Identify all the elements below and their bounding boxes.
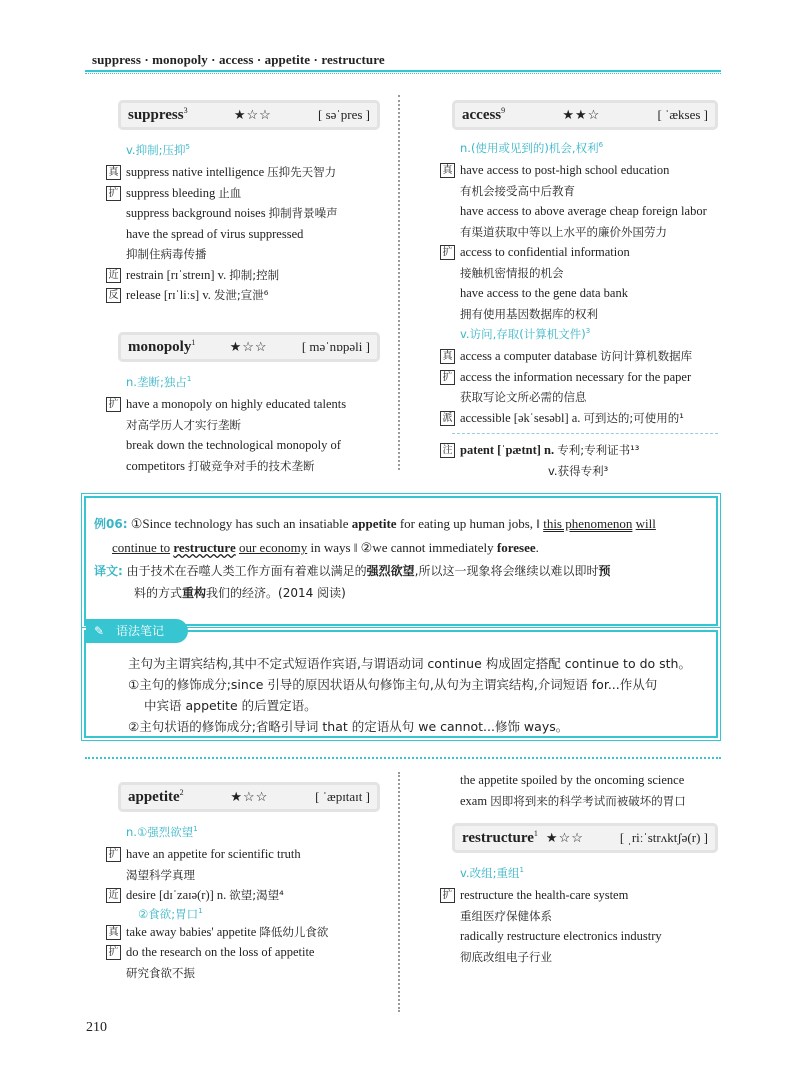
entry-suppress [108, 100, 380, 306]
tag-icon: 近 [106, 888, 121, 903]
entry-line [108, 183, 380, 204]
tag-icon: 扩 [440, 370, 455, 385]
star-rating: ★☆☆ [233, 107, 272, 122]
headword: appetite$^2$ [128, 788, 184, 805]
english-text: access a computer database [460, 349, 598, 363]
entry-line [108, 885, 380, 906]
english-text: have a monopoly on highly educated talents [126, 397, 347, 411]
section-divider [85, 757, 721, 759]
english-text: have access to the gene data bank [460, 286, 628, 300]
english-text: release [rɪˈliːs] v. [126, 288, 211, 302]
pen-icon: ✎ [94, 624, 105, 638]
chinese-text: 获取写论文所必需的信息 [460, 390, 587, 404]
tag-icon: 扩 [440, 245, 455, 260]
chinese-text: 降低幼儿食欲 [259, 924, 329, 939]
headword-box-access [452, 100, 718, 130]
chinese-text: 发泄;宣泄⁶ [213, 288, 269, 302]
entry-line [442, 242, 718, 263]
chinese-text: 渴望科学真理 [126, 867, 195, 882]
english-text: do the research on the loss of appetite [126, 945, 315, 959]
tag-icon: 反 [106, 288, 121, 303]
entry-line [108, 922, 380, 943]
entry-line [118, 456, 380, 477]
entry-line [452, 947, 718, 968]
entry-line [452, 201, 718, 222]
note-divider [452, 433, 718, 434]
entry-line [452, 926, 718, 947]
entry-line [118, 435, 380, 456]
entry-line [118, 203, 380, 224]
chinese-text: 有渠道获取中等以上水平的廉价外国劳力 [460, 224, 667, 239]
tag-icon: 真 [440, 163, 455, 178]
page-number: 210 [86, 1020, 107, 1035]
star-rating: ★☆☆ [545, 830, 584, 845]
english-text: suppress background noises [126, 206, 266, 220]
sense-label-1: n.(使用或见到的)机会,权利$^6$ [460, 141, 604, 155]
english-text: access to confidential information [460, 245, 630, 259]
entry-line [118, 963, 380, 984]
entry-line [452, 263, 718, 284]
chinese-text: 有机会接受高中后教育 [460, 183, 575, 198]
tag-icon: 扩 [106, 847, 121, 862]
tag-icon: 近 [106, 268, 121, 283]
tag-icon: 真 [106, 165, 121, 180]
grammar-notes-text: 主句为主谓宾结构,其中不定式短语作宾语,与谓语动词 continue 构成固定搭配 continue to do sth。 ①主句的修饰成分;since 引导的原因状语从句修饰主句,从句为主谓宾结构,介词短语 for...作从句 中宾语 appetite 的后置定语。 ②主句状语的修饰成分;省略引导词 that 的定语从句 we cannot...修饰 ways。 [128, 656, 691, 734]
english-text: have the spread of virus suppressed [126, 226, 304, 241]
headword: access$^9$ [462, 106, 506, 123]
english-text: competitors [126, 458, 186, 473]
english-text: have access to post-high school education [460, 163, 670, 177]
headword-box-restructure [452, 823, 718, 853]
entry-line [118, 415, 380, 436]
continuation-line: exam 因即将到来的科学考试而被破坏的胃口 [460, 793, 686, 808]
tag-icon: 真 [106, 925, 121, 940]
continuation-line: the appetite spoiled by the oncoming science [460, 773, 685, 787]
entry-line [118, 224, 380, 245]
tag-icon: 扩 [106, 945, 121, 960]
english-text: have an appetite for scientific truth [126, 847, 301, 861]
phonetic: [ məˈnɒpəli ] [301, 339, 370, 354]
entry-line [452, 181, 718, 202]
english-text: suppress native intelligence [126, 165, 265, 179]
sense-label-1: n.①强烈欲望$^1$ [126, 825, 198, 839]
chinese-text: 可到达的;可使用的¹ [583, 410, 684, 425]
entry-monopoly [108, 332, 380, 476]
entry-access [442, 100, 718, 481]
tag-icon: 注 [440, 443, 455, 458]
entry-line [118, 865, 380, 886]
english-text: restructure the health-care system [460, 888, 629, 902]
entry-line [452, 222, 718, 243]
chinese-text: 抑制住病毒传播 [126, 247, 207, 261]
phonetic: [ səˈpres ] [318, 107, 370, 122]
tag-icon: 派 [440, 411, 455, 426]
sense-label: n.垄断;独占$^1$ [126, 375, 192, 389]
note-line: 注 patent [ˈpætnt] n. 专利;专利证书¹³ [452, 440, 718, 461]
english-text: have access to above average cheap foreign labor [460, 204, 707, 218]
chinese-text: 压抑先天智力 [267, 165, 337, 179]
grammar-notes-tab: ✎ 语法笔记 [86, 619, 188, 643]
entry-line [108, 162, 380, 183]
chinese-text: 接触机密情报的机会 [460, 265, 564, 280]
note-line-2: v.获得专利³ [548, 463, 609, 478]
tag-icon: 扩 [106, 397, 121, 412]
header-rule-dotted [85, 73, 721, 75]
chinese-text: 抑制;控制 [229, 267, 280, 282]
tag-icon: 扩 [440, 888, 455, 903]
entry-line [442, 346, 718, 367]
example-sentence: 例06: ①Since technology has such an insatiable appetite for eating up human jobs, ‖ this phenomenon will continue to restructure our economy in ways ‖ ②we cannot immediately foresee. [94, 516, 656, 555]
entry-line [452, 304, 718, 325]
headword: restructure$^1$ [462, 829, 538, 846]
chinese-text: 止血 [218, 185, 242, 200]
star-rating: ★☆☆ [230, 789, 269, 804]
running-head: suppress · monopoly · access · appetite · restructure [92, 52, 385, 67]
star-rating: ★★☆ [562, 107, 601, 122]
english-text: accessible [əkˈsesəbl] a. [460, 410, 581, 425]
entry-line [452, 387, 718, 408]
english-text: take away babies' appetite [126, 924, 257, 939]
sense-label-2: ②食欲;胃口$^1$ [138, 906, 203, 921]
entry-line [108, 844, 380, 865]
phonetic: [ ˈækses ] [657, 107, 708, 122]
chinese-text: 彻底改组电子行业 [460, 949, 552, 964]
column-divider-bottom [398, 772, 408, 1012]
sense-label-2: v.访问,存取(计算机文件)$^3$ [460, 327, 591, 341]
entry-line [118, 244, 380, 265]
example-translation: 译文: 由于技术在吞噬人类工作方面有着难以满足的强烈欲望,所以这一现象将会继续以难以即时预 料的方式重构我们的经济。(2014 阅读) [94, 564, 611, 600]
entry-line [108, 942, 380, 963]
chinese-text: 研究食欲不振 [126, 965, 195, 980]
sense-label: v.改组;重组$^1$ [460, 866, 524, 880]
phonetic: [ ˌriːˈstrʌktʃə(r) ] [619, 830, 708, 845]
headword-box-suppress [118, 100, 380, 130]
phonetic: [ ˈæpɪtaɪt ] [315, 789, 370, 804]
headword: suppress$^3$ [128, 106, 188, 123]
column-divider-top [398, 95, 408, 470]
entry-line [108, 285, 380, 306]
headword-box-monopoly [118, 332, 380, 362]
entry-line [108, 394, 380, 415]
english-text: desire [dɪˈzaɪə(r)] n. [126, 888, 227, 902]
entry-line [442, 160, 718, 181]
chinese-text: 访问计算机数据库 [600, 349, 693, 363]
chinese-text: 拥有使用基因数据库的权利 [460, 306, 598, 321]
english-text: access the information necessary for the paper [460, 369, 692, 384]
tag-icon: 扩 [106, 186, 121, 201]
headword: monopoly$^1$ [128, 338, 196, 355]
entry-restructure [442, 770, 718, 967]
entry-line [442, 408, 718, 429]
tag-icon: 真 [440, 349, 455, 364]
chinese-text: 欲望;渴望⁴ [229, 888, 284, 902]
english-text: break down the technological monopoly of [126, 438, 341, 452]
entry-line [452, 906, 718, 927]
chinese-text: 重组医疗保健体系 [460, 908, 552, 923]
star-rating: ★☆☆ [229, 339, 268, 354]
english-text: restrain [rɪˈstreɪn] v. [126, 267, 227, 282]
chinese-text: 对高学历人才实行垄断 [126, 417, 241, 432]
entry-appetite [108, 782, 380, 983]
english-text: suppress bleeding [126, 185, 216, 200]
entry-line [108, 265, 380, 286]
entry-line [452, 283, 718, 304]
chinese-text: 抑制背景噪声 [268, 206, 338, 220]
header-rule [85, 70, 721, 72]
entry-line [442, 885, 718, 906]
sense-label: v.抑制;压抑$^5$ [126, 143, 190, 157]
english-text: radically restructure electronics industry [460, 929, 662, 943]
entry-line [442, 367, 718, 388]
headword-box-appetite [118, 782, 380, 812]
chinese-text: 打破竞争对手的技术垄断 [188, 458, 315, 473]
